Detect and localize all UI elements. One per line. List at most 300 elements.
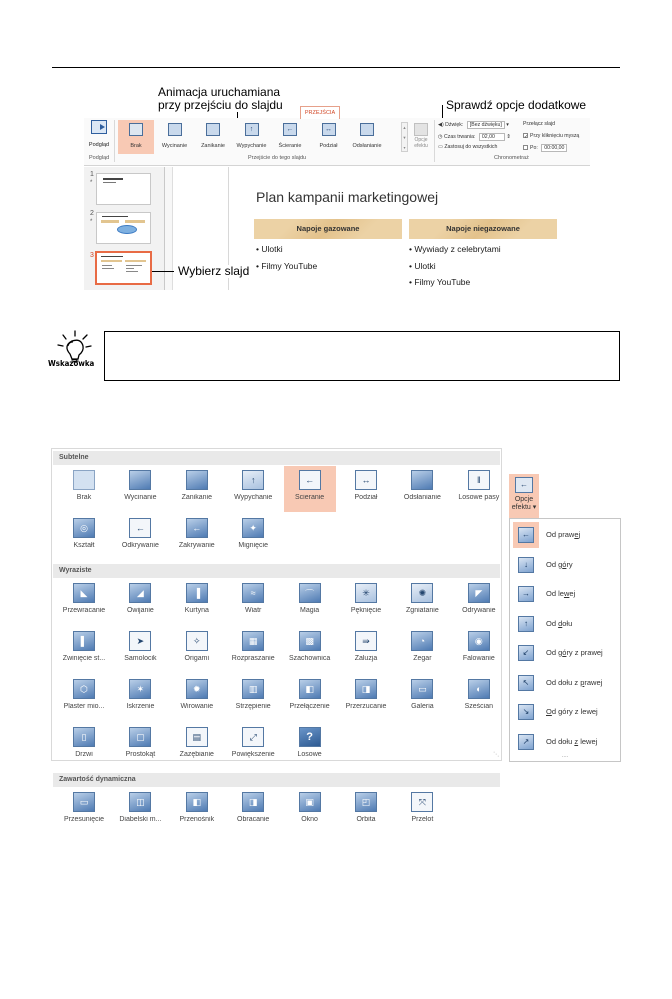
direction-arrow-icon bbox=[513, 670, 539, 696]
transition-powiekszenie-icon: ⤢ bbox=[242, 727, 264, 747]
transition-podzial-button[interactable] bbox=[311, 120, 347, 154]
effect-option-label bbox=[546, 530, 580, 539]
preview-group-label: Podgląd bbox=[89, 155, 110, 161]
transition-label: Podział bbox=[354, 494, 378, 501]
transition-label: Wirowanie bbox=[180, 703, 214, 710]
transitions-tab-label[interactable]: PRZEJŚCIA bbox=[300, 106, 340, 119]
after-input[interactable]: 00:00,00 bbox=[541, 144, 567, 152]
transition-label: Zazębianie bbox=[179, 751, 214, 758]
transition-wiatr-icon: ≈ bbox=[242, 583, 264, 603]
transition-plaster-mio-tile[interactable] bbox=[58, 675, 110, 721]
label-part: Od dołu z bbox=[546, 677, 581, 687]
page-header-rule bbox=[52, 67, 620, 68]
transition-scieranie-button[interactable] bbox=[272, 120, 308, 154]
transition-ksztalt-tile[interactable] bbox=[58, 514, 110, 560]
direction-arrow-icon bbox=[513, 699, 539, 725]
slide-thumbnail-2[interactable] bbox=[96, 212, 151, 244]
transition-zegar-icon: ◔ bbox=[411, 631, 433, 651]
transition-przelot-tile[interactable] bbox=[396, 788, 448, 834]
transition-falowanie-tile[interactable] bbox=[453, 627, 505, 673]
slide-thumbnail-1[interactable] bbox=[96, 173, 151, 205]
transition-pekniecie-tile[interactable] bbox=[340, 579, 392, 625]
advance-slide-label: Przełącz slajd bbox=[523, 121, 556, 127]
bullet-item: • Filmy YouTube bbox=[256, 260, 318, 271]
transition-zazebianie-tile[interactable] bbox=[171, 723, 223, 769]
transition-wypychanie-tile[interactable] bbox=[227, 466, 279, 512]
transition-szescian-icon: ◐ bbox=[468, 679, 490, 699]
transition-scieranie-icon: ← bbox=[283, 123, 297, 136]
label-accelerator: ó bbox=[562, 559, 567, 569]
transition-wycinanie-tile[interactable] bbox=[114, 466, 166, 512]
transition-galeria-icon: ▭ bbox=[411, 679, 433, 699]
on-click-checkbox[interactable]: ✓ Przy kliknięciu myszą bbox=[524, 133, 580, 140]
thumb-bar bbox=[125, 260, 146, 262]
effect-options-icon bbox=[414, 123, 428, 136]
label-part: rawej bbox=[584, 677, 603, 687]
sound-control[interactable]: ◀) Dźwięk: [Bez dźwięku] ▾ bbox=[438, 122, 509, 128]
effect-option-label bbox=[546, 737, 597, 746]
direction-arrow-glyph: ↖ bbox=[518, 675, 534, 691]
section-header-subtelne: Subtelne bbox=[53, 451, 500, 465]
effect-option-label bbox=[546, 589, 575, 598]
transition-rozpraszanie-tile[interactable] bbox=[227, 627, 279, 673]
bullet-item: • Filmy YouTube bbox=[409, 277, 471, 287]
ribbon-separator bbox=[434, 120, 435, 162]
thumb-text-line bbox=[102, 265, 112, 266]
effect-options-dropdown-button[interactable] bbox=[509, 474, 539, 518]
transition-label: Brak bbox=[76, 494, 92, 501]
transition-label: Brak bbox=[130, 143, 142, 149]
thumb-title-line bbox=[101, 256, 123, 257]
label-accelerator: z bbox=[574, 736, 579, 746]
label-part: ry bbox=[566, 559, 573, 569]
transition-zanikanie-tile[interactable] bbox=[171, 466, 223, 512]
callout-options: Sprawdź opcje dodatkowe bbox=[446, 98, 587, 112]
transition-label: Owijanie bbox=[126, 607, 154, 614]
transition-migniecie-icon: ✦ bbox=[242, 518, 264, 538]
transition-gallery-expanded bbox=[51, 448, 502, 823]
transition-samolocik-tile[interactable] bbox=[114, 627, 166, 673]
transition-owijanie-tile[interactable] bbox=[114, 579, 166, 625]
bullet-list-2[interactable] bbox=[409, 241, 501, 290]
transition-zakrywanie-tile[interactable] bbox=[171, 514, 223, 560]
transition-losowe-pasy-icon: ‖ bbox=[468, 470, 490, 490]
transition-zwiniecie-st-tile[interactable] bbox=[58, 627, 110, 673]
transition-odkrywanie-icon: ← bbox=[129, 518, 151, 538]
direction-arrow-glyph: ↘ bbox=[518, 704, 534, 720]
thumb-bar bbox=[101, 220, 119, 223]
direction-arrow-icon bbox=[513, 522, 539, 548]
transition-wypychanie-icon: ↑ bbox=[245, 123, 259, 136]
transition-label: Podział bbox=[319, 143, 338, 149]
label-accelerator: w bbox=[563, 589, 570, 598]
apply-all-button[interactable]: ▭ Zastosuj do wszystkich bbox=[438, 144, 498, 150]
transition-label: Wycinanie bbox=[124, 494, 157, 501]
effect-options-menu bbox=[509, 518, 621, 762]
transition-label: Przenośnik bbox=[179, 816, 215, 823]
transition-label: Sześcian bbox=[464, 703, 493, 710]
sound-icon: ◀) bbox=[438, 122, 444, 128]
thumb-number: 3 bbox=[90, 252, 94, 259]
transition-label: Obracanie bbox=[237, 816, 270, 823]
transition-label: Galeria bbox=[411, 703, 434, 710]
transition-orbita-icon: ◰ bbox=[355, 792, 377, 812]
transition-label: Iskrzenie bbox=[126, 703, 155, 710]
thumb-shape bbox=[117, 225, 137, 234]
transition-label: Origami bbox=[184, 655, 210, 662]
label-part: Od praw bbox=[546, 530, 575, 539]
direction-arrow-glyph: ↑ bbox=[518, 616, 534, 632]
thumb-transition-star: * bbox=[90, 219, 93, 225]
transition-losowe-pasy-tile[interactable] bbox=[453, 466, 505, 512]
effect-option-label bbox=[546, 619, 572, 628]
transition-label: Zgniatanie bbox=[406, 607, 439, 614]
transition-wypychanie-icon: ↑ bbox=[242, 470, 264, 490]
transition-odslanianie-icon bbox=[411, 470, 433, 490]
transition-iskrzenie-icon: ✶ bbox=[129, 679, 151, 699]
transition-szachownica-icon: ▩ bbox=[299, 631, 321, 651]
transitions-group-label: Przejście do tego slajdu bbox=[248, 155, 307, 161]
slide-title[interactable]: Plan kampanii marketingowej bbox=[256, 189, 439, 205]
transition-przesuniecie-icon: ▭ bbox=[73, 792, 95, 812]
transition-losowe-tile[interactable] bbox=[284, 723, 336, 769]
transition-przewracanie-icon: ◣ bbox=[73, 583, 95, 603]
transition-prostokat-icon: ▢ bbox=[129, 727, 151, 747]
transition-zanikanie-icon bbox=[186, 470, 208, 490]
thumb-text-line bbox=[126, 271, 138, 272]
on-click-check[interactable]: ✓ bbox=[524, 134, 529, 140]
transition-label: Orbita bbox=[356, 816, 376, 823]
transition-podzial-tile[interactable] bbox=[340, 466, 392, 512]
transition-label: Okno bbox=[301, 816, 318, 823]
transition-label: Wycinanie bbox=[161, 143, 188, 149]
preview-button[interactable]: Podgląd bbox=[86, 120, 112, 154]
label-part: lewej bbox=[578, 736, 598, 746]
after-check[interactable] bbox=[523, 145, 528, 150]
transition-szescian-tile[interactable] bbox=[453, 675, 505, 721]
transition-label: Wypychanie bbox=[236, 143, 267, 149]
label-part: Od g bbox=[546, 648, 563, 657]
transition-strzepienie-tile[interactable] bbox=[227, 675, 279, 721]
transition-wycinanie-icon bbox=[168, 123, 182, 136]
transition-label: Prostokąt bbox=[125, 751, 156, 758]
transition-samolocik-icon: ➤ bbox=[129, 631, 151, 651]
transition-obracanie-tile[interactable] bbox=[227, 788, 279, 834]
direction-arrow-icon bbox=[513, 611, 539, 637]
column-header-1[interactable]: Napoje gazowane bbox=[254, 219, 402, 239]
transition-pekniecie-icon: ✳ bbox=[355, 583, 377, 603]
transition-odrywanie-tile[interactable] bbox=[453, 579, 505, 625]
transition-rozpraszanie-icon: ▦ bbox=[242, 631, 264, 651]
transition-label: Wypychanie bbox=[234, 494, 273, 501]
label-part: ry z prawej bbox=[566, 648, 603, 657]
effect-option-item[interactable] bbox=[513, 729, 619, 755]
transition-label: Losowe pasy bbox=[458, 494, 500, 501]
transition-label: Plaster mio... bbox=[63, 703, 105, 710]
thumb-title-line bbox=[102, 216, 128, 217]
label-part: d góry z lewej bbox=[551, 707, 598, 716]
transition-brak-icon bbox=[129, 123, 143, 136]
transition-diabelski-m-icon: ◫ bbox=[129, 792, 151, 812]
transitions-ribbon bbox=[84, 118, 590, 166]
transition-label: Ścieranie bbox=[295, 494, 325, 501]
transition-brak-icon bbox=[73, 470, 95, 490]
label-part: ołu bbox=[562, 618, 573, 628]
transition-powiekszenie-tile[interactable] bbox=[227, 723, 279, 769]
thumb-number: 2 bbox=[90, 210, 94, 217]
transition-drzwi-tile[interactable] bbox=[58, 723, 110, 769]
effect-options-label-line: efektu ▾ bbox=[511, 504, 537, 511]
label-accelerator: e bbox=[574, 530, 579, 539]
transition-odkrywanie-tile[interactable] bbox=[114, 514, 166, 560]
duration-input[interactable]: 02,00 bbox=[479, 133, 505, 141]
direction-arrow-glyph: → bbox=[518, 586, 534, 602]
thumb-text-line bbox=[126, 268, 134, 269]
transition-brak-tile[interactable] bbox=[58, 466, 110, 512]
transition-drzwi-icon: ▯ bbox=[73, 727, 95, 747]
thumb-bar bbox=[101, 260, 122, 262]
transition-label: Zegar bbox=[413, 655, 432, 662]
transition-przelaczenie-tile[interactable] bbox=[284, 675, 336, 721]
transition-przenosnik-icon: ◧ bbox=[186, 792, 208, 812]
transition-kurtyna-tile[interactable] bbox=[171, 579, 223, 625]
powerpoint-transitions-screenshot bbox=[84, 118, 590, 290]
direction-arrow-glyph: ← bbox=[518, 527, 534, 543]
transition-prostokat-tile[interactable] bbox=[114, 723, 166, 769]
lightbulb-icon bbox=[46, 330, 102, 376]
transition-zegar-tile[interactable] bbox=[396, 627, 448, 673]
transition-strzepienie-icon: ▥ bbox=[242, 679, 264, 699]
transition-wycinanie-icon bbox=[129, 470, 151, 490]
transition-magia-icon: ⌒ bbox=[299, 583, 321, 603]
transition-odslanianie-tile[interactable] bbox=[396, 466, 448, 512]
transition-przelaczenie-icon: ◧ bbox=[299, 679, 321, 699]
preview-icon bbox=[91, 120, 107, 134]
transition-zgniatanie-icon: ✺ bbox=[411, 583, 433, 603]
transition-zakrywanie-icon: ← bbox=[186, 518, 208, 538]
transition-wiatr-tile[interactable] bbox=[227, 579, 279, 625]
direction-arrow-glyph: ↓ bbox=[518, 557, 534, 573]
label-part: j bbox=[578, 530, 581, 539]
effect-options-label-line: Opcje bbox=[514, 496, 534, 503]
transition-przesuniecie-tile[interactable] bbox=[58, 788, 110, 834]
sound-select[interactable]: [Bez dźwięku] bbox=[467, 121, 505, 129]
timing-group-label: Chronometraż bbox=[494, 155, 529, 161]
transition-label: Kurtyna bbox=[184, 607, 209, 614]
effect-option-label bbox=[546, 648, 603, 657]
transition-okno-icon: ▣ bbox=[299, 792, 321, 812]
transition-label: Odsłanianie bbox=[403, 494, 441, 501]
transition-diabelski-m-tile[interactable] bbox=[114, 788, 166, 834]
transition-zaluzja-icon: ⇛ bbox=[355, 631, 377, 651]
tip-box bbox=[104, 331, 620, 381]
menu-more-dots[interactable]: .... bbox=[561, 753, 569, 759]
transition-wypychanie-button[interactable] bbox=[234, 120, 270, 154]
label-part: Od dołu bbox=[546, 736, 575, 746]
transition-zanikanie-button[interactable] bbox=[195, 120, 231, 154]
transition-label: Rozpraszanie bbox=[231, 655, 275, 662]
slide-thumbnail-3[interactable] bbox=[96, 252, 151, 284]
label-accelerator: d bbox=[558, 618, 563, 628]
thumb-bar bbox=[125, 220, 145, 223]
transition-przewracanie-tile[interactable] bbox=[58, 579, 110, 625]
duration-control[interactable]: ◷ Czas trwania: 02,00 ⇕ bbox=[438, 134, 511, 140]
label-part: Od le bbox=[546, 589, 564, 598]
transition-label: Samolocik bbox=[124, 655, 157, 662]
transition-wycinanie-button[interactable] bbox=[157, 120, 193, 154]
apply-all-icon: ▭ bbox=[438, 144, 443, 150]
thumb-number: 1 bbox=[90, 171, 94, 178]
transition-label: Przewracanie bbox=[62, 607, 106, 614]
transition-iskrzenie-tile[interactable] bbox=[114, 675, 166, 721]
transition-origami-icon: ✧ bbox=[186, 631, 208, 651]
transition-plaster-mio-icon: ⬡ bbox=[73, 679, 95, 699]
transition-label: Ścieranie bbox=[278, 143, 302, 149]
transition-label: Pęknięcie bbox=[350, 607, 382, 614]
transition-origami-tile[interactable] bbox=[171, 627, 223, 673]
label-accelerator: p bbox=[580, 677, 585, 687]
transition-label: Zwinięcie st... bbox=[62, 655, 106, 662]
thumb-text-line bbox=[126, 265, 142, 266]
gallery-scroll[interactable]: ▲ ▼ ▾ bbox=[401, 122, 408, 152]
transition-owijanie-icon: ◢ bbox=[129, 583, 151, 603]
slide-canvas bbox=[228, 167, 590, 290]
label-accelerator: ó bbox=[562, 648, 567, 657]
direction-arrow-icon bbox=[513, 729, 539, 755]
transition-orbita-tile[interactable] bbox=[340, 788, 392, 834]
transition-magia-tile[interactable] bbox=[284, 579, 336, 625]
direction-arrow-icon bbox=[513, 581, 539, 607]
thumb-text-line bbox=[102, 268, 114, 269]
direction-arrow-icon bbox=[513, 640, 539, 666]
transition-label: Przełączenie bbox=[289, 703, 330, 710]
transition-szachownica-tile[interactable] bbox=[284, 627, 336, 673]
effect-option-label bbox=[546, 707, 598, 716]
transition-zanikanie-icon bbox=[206, 123, 220, 136]
transition-label: Odrywanie bbox=[462, 607, 496, 614]
effect-option-item[interactable] bbox=[513, 581, 619, 607]
transition-wirowanie-icon: ✹ bbox=[186, 679, 208, 699]
effect-option-label bbox=[546, 560, 573, 569]
callout-animation: Animacja uruchamiana przy przejściu do slajdu bbox=[158, 85, 283, 112]
transition-label: Żaluzja bbox=[354, 655, 378, 662]
effect-option-item[interactable] bbox=[513, 699, 619, 725]
effect-option-item[interactable] bbox=[513, 670, 619, 696]
transition-label: Losowe bbox=[297, 751, 322, 758]
clock-icon: ◷ bbox=[438, 134, 443, 140]
thumb-sub-line bbox=[103, 182, 116, 183]
transition-zaluzja-tile[interactable] bbox=[340, 627, 392, 673]
effect-option-item[interactable] bbox=[513, 640, 619, 666]
transition-kurtyna-icon: ▐ bbox=[186, 583, 208, 603]
effect-options-label bbox=[509, 496, 539, 512]
transition-galeria-tile[interactable] bbox=[396, 675, 448, 721]
transition-label: Wiatr bbox=[245, 607, 262, 614]
transition-label: Diabelski m... bbox=[119, 816, 162, 823]
label-part: Od bbox=[546, 618, 559, 628]
transition-label: Odsłanianie bbox=[352, 143, 382, 149]
bullet-item: • Ulotki bbox=[409, 260, 436, 271]
transition-wirowanie-tile[interactable] bbox=[171, 675, 223, 721]
transition-label: Przesunięcie bbox=[63, 816, 105, 823]
transition-podzial-icon: ↔ bbox=[355, 470, 377, 490]
effect-option-item[interactable] bbox=[513, 522, 619, 548]
label-accelerator: O bbox=[546, 707, 552, 716]
transition-odslanianie-icon bbox=[360, 123, 374, 136]
transition-zazebianie-icon: ▤ bbox=[186, 727, 208, 747]
transition-label: Mignięcie bbox=[238, 542, 268, 549]
effect-options-button[interactable]: Opcje efektu bbox=[410, 120, 432, 154]
callout-slide-leader bbox=[152, 271, 174, 272]
callout-pick-slide: Wybierz slajd bbox=[178, 264, 250, 278]
after-control[interactable]: Po: 00:00,00 bbox=[523, 144, 567, 152]
transition-przerzucanie-tile[interactable] bbox=[340, 675, 392, 721]
transition-obracanie-icon: ◨ bbox=[242, 792, 264, 812]
transition-podzial-icon: ↔ bbox=[322, 123, 336, 136]
transition-label: Zanikanie bbox=[181, 494, 212, 501]
transition-label: Przerzucanie bbox=[345, 703, 387, 710]
transition-label: Zakrywanie bbox=[178, 542, 215, 549]
transition-label: Odkrywanie bbox=[121, 542, 159, 549]
transition-odslanianie-button[interactable] bbox=[349, 120, 385, 154]
transition-label: Zanikanie bbox=[201, 143, 225, 149]
transition-falowanie-icon: ◉ bbox=[468, 631, 490, 651]
bullet-list-1[interactable] bbox=[256, 241, 317, 274]
column-header-2[interactable]: Napoje niegazowane bbox=[409, 219, 557, 239]
transition-label: Przelot bbox=[411, 816, 434, 823]
bullet-item: • Ulotki bbox=[256, 244, 283, 254]
transition-scieranie-tile[interactable] bbox=[284, 466, 336, 512]
transition-label: Falowanie bbox=[462, 655, 495, 662]
wipe-left-icon: ← bbox=[515, 477, 533, 493]
tip-label: Wskazówka bbox=[48, 359, 95, 368]
bullet-item: • Wywiady z celebrytami bbox=[409, 244, 501, 254]
transition-przenosnik-tile[interactable] bbox=[171, 788, 223, 834]
effect-option-label bbox=[546, 678, 602, 687]
transition-label: Drzwi bbox=[75, 751, 93, 758]
transition-label: Kształt bbox=[73, 542, 95, 549]
transition-migniecie-tile[interactable] bbox=[227, 514, 279, 560]
direction-arrow-glyph: ↙ bbox=[518, 645, 534, 661]
transition-okno-tile[interactable] bbox=[284, 788, 336, 834]
transition-scieranie-icon: ← bbox=[299, 470, 321, 490]
direction-arrow-glyph: ↗ bbox=[518, 734, 534, 750]
effect-option-item[interactable] bbox=[513, 552, 619, 578]
transition-label: Magia bbox=[300, 607, 320, 614]
thumb-title-line bbox=[103, 178, 123, 180]
transition-przerzucanie-icon: ◨ bbox=[355, 679, 377, 699]
transition-label: Powiększenie bbox=[231, 751, 275, 758]
transition-brak-button[interactable] bbox=[118, 120, 154, 154]
direction-arrow-icon bbox=[513, 552, 539, 578]
section-header-wyraziste: Wyraziste bbox=[53, 564, 500, 578]
transition-przelot-icon: ⤧ bbox=[411, 792, 433, 812]
label-part: ej bbox=[569, 589, 576, 598]
transition-zwiniecie-st-icon: ▌ bbox=[73, 631, 95, 651]
section-header-zawartosc-dynamiczna: Zawartość dynamiczna bbox=[53, 773, 500, 787]
transition-odrywanie-icon: ◤ bbox=[468, 583, 490, 603]
transition-label: Szachownica bbox=[288, 655, 331, 662]
transition-zgniatanie-tile[interactable] bbox=[396, 579, 448, 625]
ribbon-separator bbox=[114, 120, 115, 162]
thumb-transition-star: * bbox=[90, 180, 93, 186]
transition-losowe-icon: ? bbox=[299, 727, 321, 747]
transition-label: Strzępienie bbox=[235, 703, 271, 710]
label-part: Od g bbox=[546, 559, 563, 569]
effect-option-item[interactable] bbox=[513, 611, 619, 637]
resize-grip-icon[interactable]: ⋱ bbox=[493, 752, 499, 758]
transition-ksztalt-icon: ◎ bbox=[73, 518, 95, 538]
